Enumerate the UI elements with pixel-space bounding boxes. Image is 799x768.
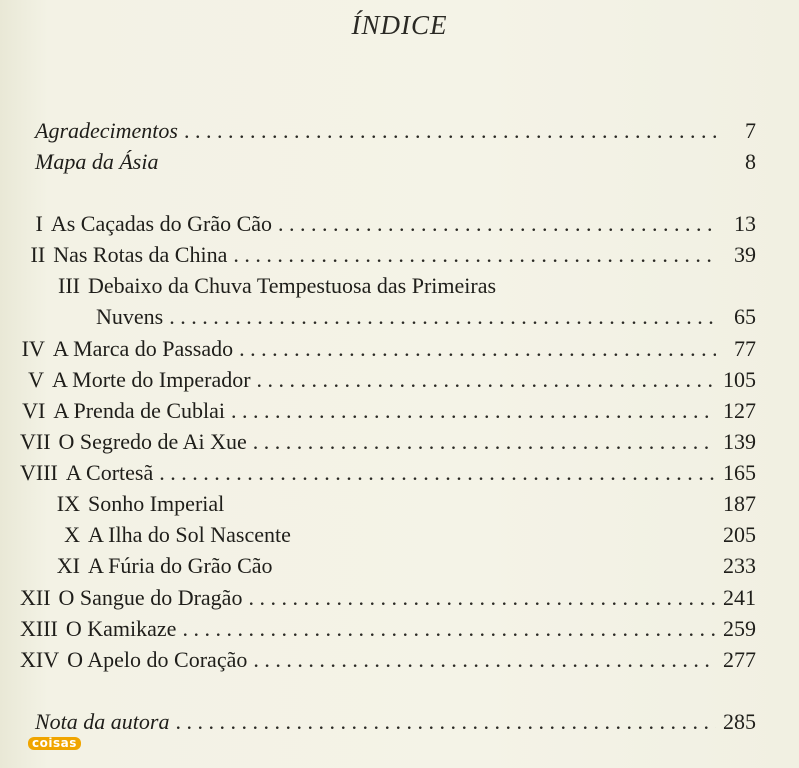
- chapter-title: O Sangue do Dragão: [58, 585, 243, 610]
- toc-entry-label: Mapa da Ásia: [35, 149, 159, 174]
- toc-chapter-row: [20, 240, 756, 270]
- chapter-page: 13: [734, 211, 756, 236]
- toc-chapter-row: [20, 614, 756, 644]
- chapter-page: 241: [723, 585, 756, 610]
- dot-leader: [253, 427, 716, 457]
- dot-leader: [182, 614, 716, 644]
- toc-chapter-row: [20, 209, 756, 239]
- chapter-title: A Morte do Imperador: [51, 367, 251, 392]
- chapter-title: A Prenda de Cublai: [53, 398, 226, 423]
- chapter-number: XIV: [20, 647, 60, 672]
- toc-chapter-row: [20, 551, 756, 581]
- chapter-number: XII: [20, 585, 51, 610]
- toc-chapter-row-continued: [96, 302, 756, 332]
- chapter-title: A Cortesã: [65, 460, 154, 485]
- toc-entry-mapa: [35, 147, 756, 177]
- toc-chapter-row: [20, 489, 756, 519]
- chapter-number: X: [64, 522, 80, 547]
- dot-leader: [257, 365, 716, 395]
- dot-leader: [175, 707, 716, 737]
- chapter-title: O Segredo de Ai Xue: [58, 429, 247, 454]
- chapter-page: 233: [723, 553, 756, 578]
- chapter-page: 65: [734, 304, 756, 329]
- toc-chapter-row: [20, 520, 756, 550]
- toc-chapter-row: [20, 365, 756, 395]
- dot-leader: [239, 334, 716, 364]
- dot-leader: [231, 396, 716, 426]
- toc-entry-page: 285: [723, 709, 756, 734]
- watermark-logo: coisas: [28, 737, 81, 750]
- toc-chapter-row: [20, 583, 756, 613]
- chapter-title: A Ilha do Sol Nascente: [88, 522, 291, 547]
- toc-entry-label: Nota da autora: [35, 709, 170, 734]
- chapter-title: A Marca do Passado: [52, 336, 234, 361]
- chapter-page: 127: [723, 398, 756, 423]
- dot-leader: [253, 645, 716, 675]
- dot-leader: [278, 209, 716, 239]
- dot-leader: [233, 240, 716, 270]
- chapter-page: 259: [723, 616, 756, 641]
- toc-chapter-row: [20, 271, 756, 301]
- chapter-number: I: [35, 211, 43, 236]
- chapter-number: II: [30, 242, 46, 267]
- chapter-number: V: [28, 367, 44, 392]
- toc-entry-label: Agradecimentos: [35, 118, 178, 143]
- chapter-page: 165: [723, 460, 756, 485]
- dot-leader: [184, 116, 716, 146]
- chapter-page: 39: [734, 242, 756, 267]
- chapter-title: As Caçadas do Grão Cão: [50, 211, 273, 236]
- chapter-number: IV: [21, 336, 45, 361]
- chapter-page: 187: [723, 491, 756, 516]
- toc-entry-page: 7: [745, 118, 756, 143]
- chapter-number: XIII: [20, 616, 58, 641]
- chapter-page: 139: [723, 429, 756, 454]
- chapter-title: O Kamikaze: [65, 616, 177, 641]
- dot-leader: [169, 302, 716, 332]
- toc-chapter-row: [20, 645, 756, 675]
- chapter-title: Debaixo da Chuva Tempestuosa das Primeiras: [88, 273, 497, 298]
- dot-leader: [159, 458, 716, 488]
- chapter-title-continued: Nuvens: [96, 304, 164, 329]
- chapter-number: XI: [56, 553, 80, 578]
- chapter-title: Sonho Imperial: [88, 491, 225, 516]
- toc-chapter-row: [20, 396, 756, 426]
- chapter-page: 277: [723, 647, 756, 672]
- toc-entry-page: 8: [745, 149, 756, 174]
- toc-entry-agradecimentos: [35, 116, 756, 146]
- chapter-title: A Fúria do Grão Cão: [88, 553, 273, 578]
- dot-leader: [248, 583, 716, 613]
- toc-chapter-row: [20, 334, 756, 364]
- chapter-number: III: [58, 273, 80, 298]
- chapter-page: 77: [734, 336, 756, 361]
- chapter-page: 105: [723, 367, 756, 392]
- chapter-title: O Apelo do Coração: [67, 647, 248, 672]
- chapter-title: Nas Rotas da China: [53, 242, 228, 267]
- toc-entry-nota-autora: [35, 707, 756, 737]
- chapter-number: VI: [22, 398, 46, 423]
- toc-chapter-row: [20, 458, 756, 488]
- chapter-page: 205: [723, 522, 756, 547]
- page-title: ÍNDICE: [351, 10, 448, 40]
- chapter-number: VII: [20, 429, 51, 454]
- chapter-number: IX: [56, 491, 80, 516]
- chapter-number: VIII: [20, 460, 58, 485]
- toc-chapter-row: [20, 427, 756, 457]
